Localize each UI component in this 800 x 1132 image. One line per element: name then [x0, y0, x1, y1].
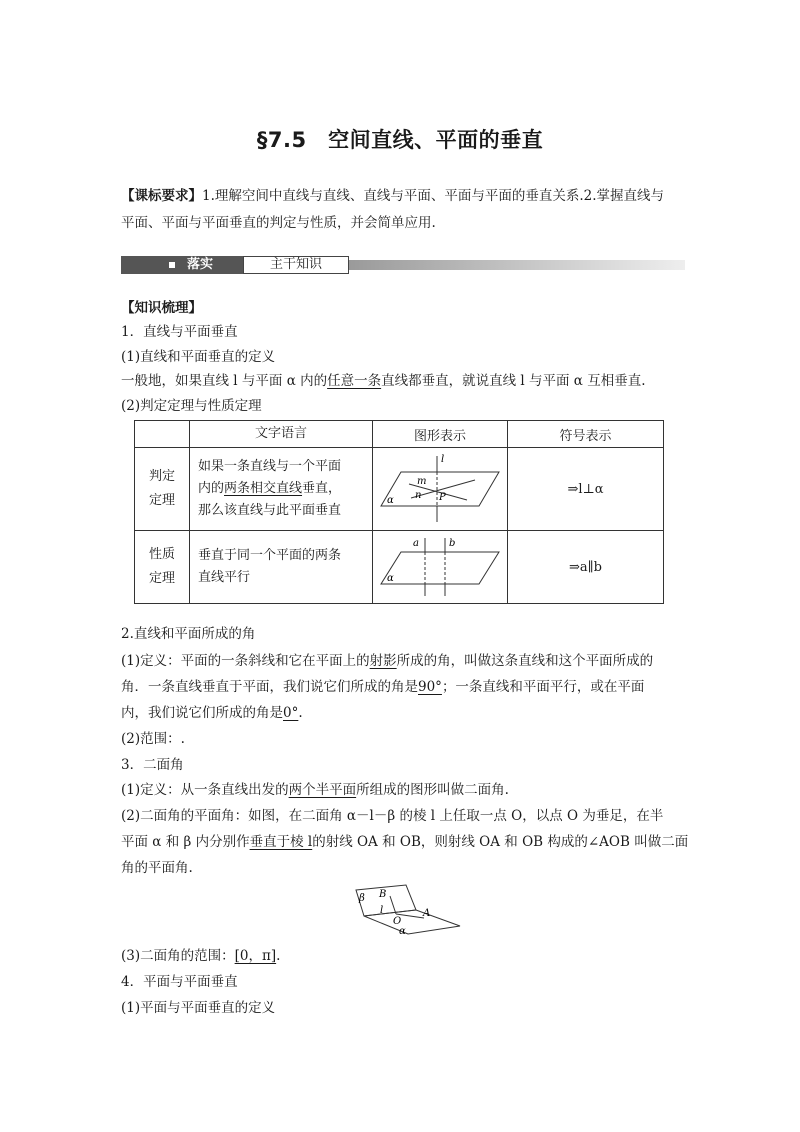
fig-label-alpha: α: [399, 926, 406, 936]
text-part: 角．一条直线垂直于平面，我们说它们所成的角是: [121, 679, 418, 695]
text-part: .: [276, 948, 281, 964]
s1-heading: 1．直线与平面垂直: [121, 324, 238, 340]
band-dark-block: [121, 256, 243, 274]
band-fade-bar: [349, 260, 685, 270]
row-symbol: ⇒l⊥α: [508, 448, 664, 531]
band-label-zhugan: 主干知识: [269, 257, 322, 272]
table-header-cell: 图形表示: [373, 421, 508, 448]
row-text-line: 垂直于同一个平面的两条: [198, 548, 342, 563]
table-row: [135, 531, 664, 604]
s3-line-2: (2)二面角的平面角：如图，在二面角 α－l－β 的棱 l 上任取一点 O，以点 O 为垂足，在半: [121, 808, 664, 824]
s1-sub2: (2)判定定理与性质定理: [121, 398, 262, 414]
fig-label-alpha: α: [387, 573, 394, 584]
row-text-line: 如果一条直线与一个平面: [198, 459, 342, 474]
fig-label-alpha: α: [387, 495, 394, 506]
band-box: [243, 256, 349, 274]
s3-heading: 3．二面角: [121, 757, 184, 773]
row-figure: [373, 448, 508, 531]
row-figure: [373, 531, 508, 604]
text-part: (1)定义：平面的一条斜线和它在平面上的: [121, 653, 370, 669]
table-header-cell: 符号表示: [508, 421, 664, 448]
row-label-line: 性质: [148, 547, 175, 562]
s3-line-4: 角的平面角.: [121, 860, 193, 876]
requirement-line-1: [121, 186, 664, 206]
dihedral-angle-figure: [350, 884, 462, 936]
text-underlined: 两个半平面: [288, 782, 357, 798]
fig-label-p: P: [439, 492, 446, 503]
text-part: ；一条直线和平面平行，或在平面: [441, 679, 645, 695]
s2-line-3: [121, 703, 303, 723]
text-underlined: [0，π]: [234, 948, 277, 964]
text-part: 所成的角，叫做这条直线和这个平面所成的: [396, 653, 654, 669]
fig-label-a: a: [413, 538, 419, 549]
row-label-line: 定理: [148, 493, 175, 508]
fig-label-m: m: [417, 476, 427, 487]
text-underlined: 射影: [369, 653, 397, 669]
table-header-cell: [135, 421, 190, 448]
s1-def-b: 直线都垂直，就说直线 l 与平面 α 互相垂直.: [381, 373, 646, 389]
table-row: [135, 448, 664, 531]
row-text-line: [198, 478, 372, 500]
fig-label-A: A: [423, 908, 431, 919]
s3-line-1: [121, 780, 509, 800]
row-label: [135, 448, 190, 531]
s2-range: (2)范围：.: [121, 731, 185, 747]
s3-range: [121, 946, 280, 966]
row-text-line: 直线平行: [198, 570, 251, 585]
text-part: (1)定义：从一条直线出发的: [121, 782, 289, 798]
s4-sub1: (1)平面与平面垂直的定义: [121, 1000, 276, 1016]
fig-label-b: b: [449, 538, 456, 549]
s2-line-2: [121, 677, 644, 697]
band-square-icon: [169, 262, 175, 268]
page-title: §7.5 空间直线、平面的垂直: [256, 128, 544, 152]
fig-label-l: l: [441, 454, 445, 465]
s3-line-3: [121, 832, 688, 852]
parallel-lines-plane-figure: [375, 534, 505, 600]
text-part: (3)二面角的范围：: [121, 948, 235, 964]
table-header-cell: 文字语言: [190, 421, 373, 448]
fig-label-n: n: [415, 490, 422, 501]
text-underlined: 0°: [283, 705, 299, 721]
theorem-table: [134, 420, 664, 604]
text-underlined: 90°: [418, 679, 442, 695]
fig-label-beta: β: [359, 893, 365, 904]
s2-line-1: [121, 651, 653, 671]
s1-def-a: 一般地，如果直线 l 与平面 α 内的: [121, 373, 328, 389]
s1-definition: [121, 371, 646, 391]
fig-label-l: l: [380, 905, 384, 916]
row-text: [190, 531, 373, 604]
text-underlined: 垂直于棱 l: [249, 834, 313, 850]
requirement-tag: 【课标要求】: [121, 188, 202, 204]
row-label-line: 判定: [148, 469, 175, 484]
s4-heading: 4．平面与平面垂直: [121, 974, 238, 990]
table-header-row: [135, 421, 664, 448]
row-label-line: 定理: [148, 571, 175, 586]
text-part: .: [298, 705, 303, 721]
text-part: 所组成的图形叫做二面角.: [356, 782, 509, 798]
band-label-luoshi: 落实: [187, 257, 214, 272]
s1-sub1: (1)直线和平面垂直的定义: [121, 349, 276, 365]
text-part: 内，我们说它们所成的角是: [121, 705, 283, 721]
row-text-line: 那么该直线与此平面垂直: [198, 503, 342, 518]
row-label: [135, 531, 190, 604]
fig-label-B: B: [379, 889, 387, 900]
line-perpendicular-plane-figure: [375, 452, 505, 526]
text-underlined: 两条相交直线: [224, 481, 303, 496]
text-part: 垂直，: [302, 481, 342, 496]
text-part: 平面 α 和 β 内分别作: [121, 834, 250, 850]
requirement-line-2: 平面、平面与平面垂直的判定与性质，并会简单应用.: [121, 215, 436, 231]
row-symbol: ⇒a∥b: [508, 531, 664, 604]
section-band: [121, 256, 685, 274]
s1-def-underlined: 任意一条: [327, 373, 382, 389]
text-part: 的射线 OA 和 OB，则射线 OA 和 OB 构成的∠AOB 叫做二面: [312, 834, 689, 850]
text-part: 内的: [198, 481, 225, 496]
requirement-text-1: 1.理解空间中直线与直线、直线与平面、平面与平面的垂直关系.2.掌握直线与: [202, 188, 665, 204]
fig-label-O: O: [393, 916, 402, 927]
s2-heading: 2.直线和平面所成的角: [121, 626, 256, 642]
section-tag: 【知识梳理】: [121, 300, 202, 316]
row-text: [190, 448, 373, 531]
